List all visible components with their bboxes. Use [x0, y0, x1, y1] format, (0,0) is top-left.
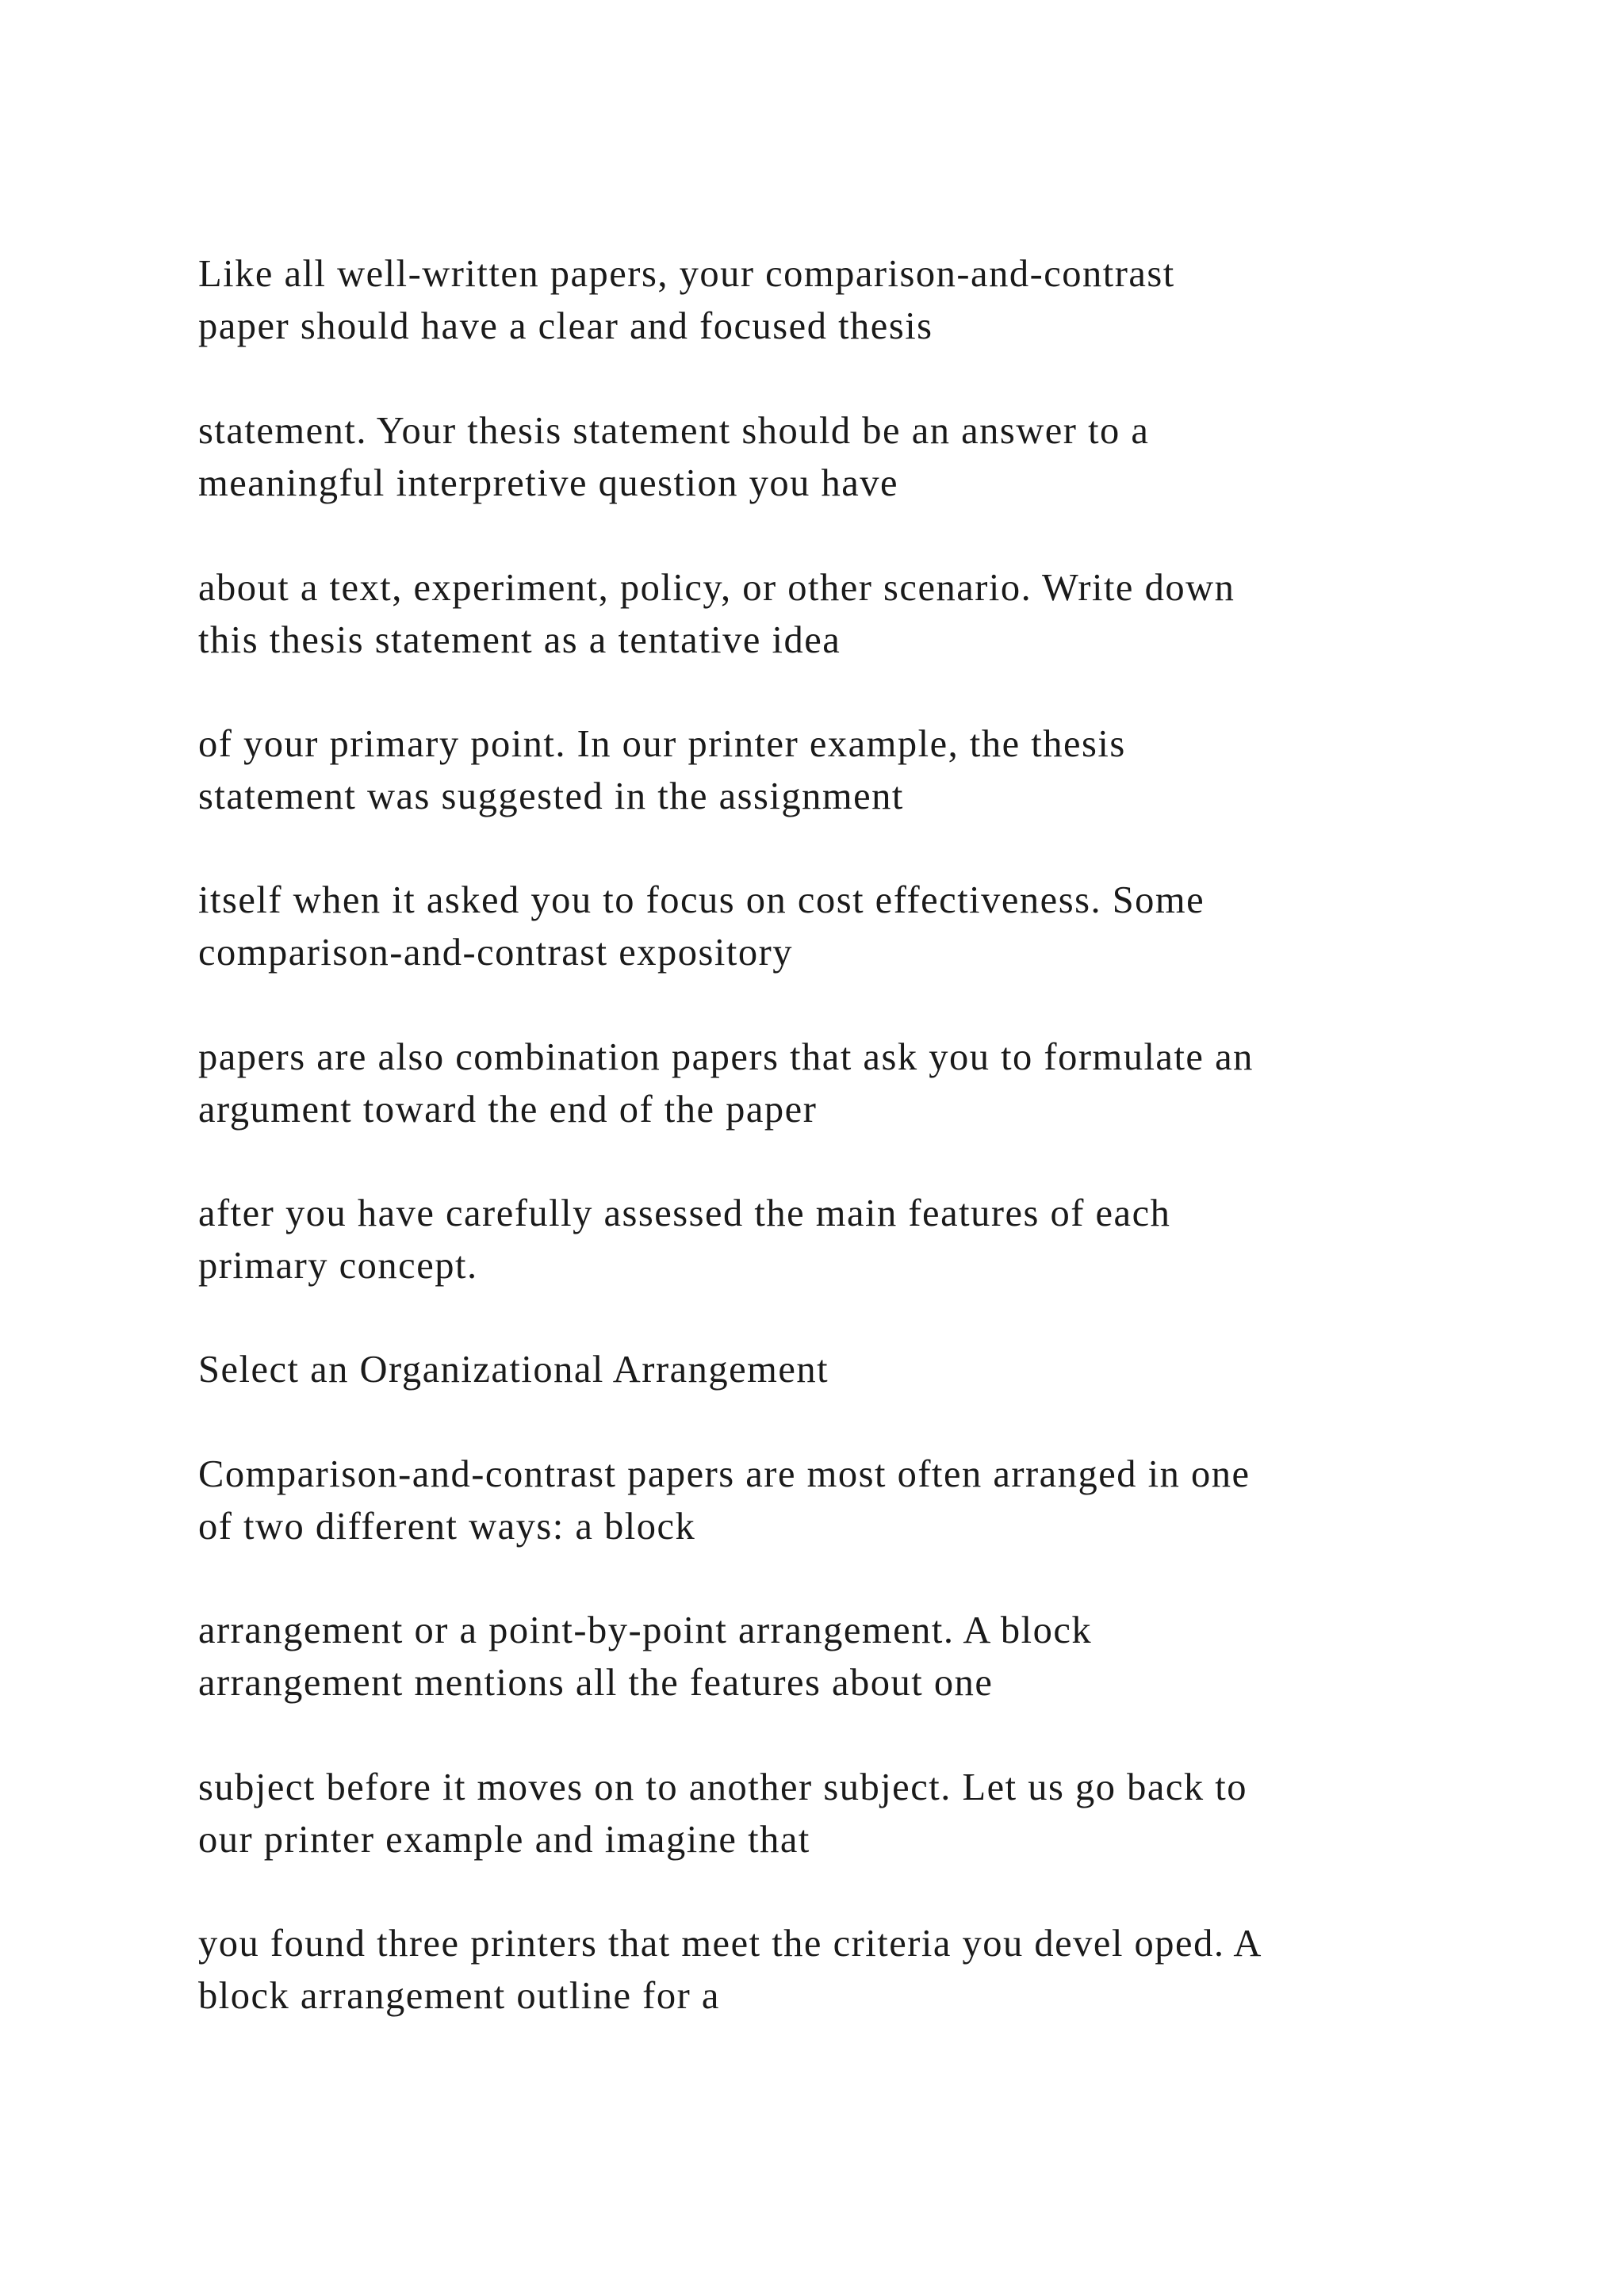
- paragraph-printer-example: [198, 718, 1499, 823]
- paragraph-three-printers: [198, 1918, 1499, 2022]
- text-line: our printer example and imagine that: [198, 1819, 810, 1861]
- text-line: statement. Your thesis statement should be an answer to a: [198, 410, 1150, 452]
- paragraph-arrangement-ways: [198, 1448, 1499, 1553]
- text-line: Comparison-and-contrast papers are most often arranged in one: [198, 1453, 1251, 1495]
- text-line: comparison-and-contrast expository: [198, 932, 794, 974]
- paragraph-assessed-features: [198, 1188, 1499, 1292]
- text-line: Like all well-written papers, your comparison-and-contrast: [198, 253, 1175, 295]
- text-line: itself when it asked you to focus on cost effectiveness. Some: [198, 879, 1205, 921]
- text-line: papers are also combination papers that ask you to formulate an: [198, 1036, 1254, 1078]
- text-line: about a text, experiment, policy, or other scenario. Write down: [198, 567, 1235, 609]
- text-line: after you have carefully assessed the main features of each: [198, 1192, 1171, 1234]
- paragraph-block-arrangement: [198, 1605, 1499, 1709]
- text-line: of your primary point. In our printer example, the thesis: [198, 723, 1126, 765]
- text-line: primary concept.: [198, 1245, 478, 1287]
- heading-text: Select an Organizational Arrangement: [198, 1349, 829, 1391]
- text-line: block arrangement outline for a: [198, 1975, 720, 2017]
- text-line: argument toward the end of the paper: [198, 1089, 818, 1131]
- text-line: statement was suggested in the assignment: [198, 775, 904, 817]
- text-line: this thesis statement as a tentative idea: [198, 619, 841, 661]
- paragraph-thesis-scenario: [198, 562, 1499, 667]
- text-line: meaningful interpretive question you have: [198, 462, 899, 504]
- text-line: arrangement mentions all the features about one: [198, 1662, 994, 1704]
- paragraph-subject-order: [198, 1762, 1499, 1866]
- text-line: arrangement or a point-by-point arrangement. A block: [198, 1609, 1093, 1651]
- section-heading: [198, 1344, 1499, 1396]
- text-line: paper should have a clear and focused thesis: [198, 305, 933, 347]
- paragraph-combination-papers: [198, 1031, 1499, 1136]
- paragraph-thesis-intro: [198, 248, 1499, 353]
- text-line: subject before it moves on to another subject. Let us go back to: [198, 1766, 1247, 1808]
- paragraph-thesis-statement: [198, 405, 1499, 510]
- paragraph-cost-effectiveness: [198, 874, 1499, 979]
- text-line: you found three printers that meet the criteria you devel oped. A: [198, 1923, 1262, 1965]
- text-line: of two different ways: a block: [198, 1506, 696, 1548]
